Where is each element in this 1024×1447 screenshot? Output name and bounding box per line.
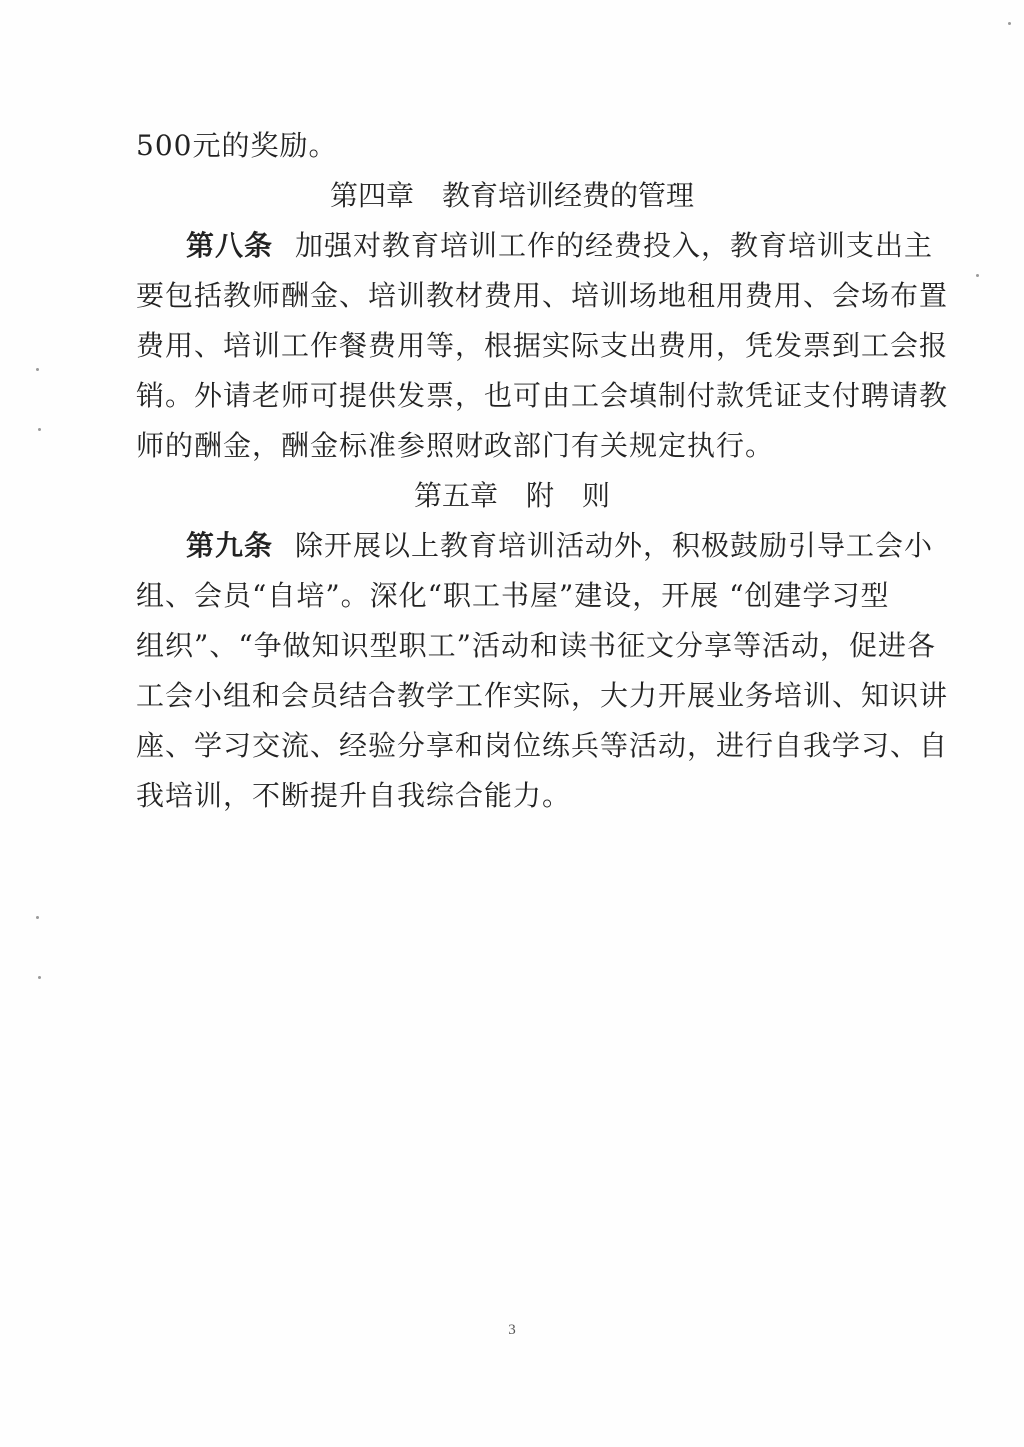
article-8-line-2: 要包括教师酬金、培训教材费用、培训场地租用费用、会场布置 — [136, 279, 949, 312]
article-8-line-4: 销。外请老师可提供发票，也可由工会填制付款凭证支付聘请教 — [136, 379, 949, 412]
scan-speck — [36, 916, 39, 919]
scan-speck — [38, 428, 41, 431]
article-9-line-4: 工会小组和会员结合教学工作实际，大力开展业务培训、知识讲 — [136, 679, 949, 712]
article-9-line-6: 我培训，不断提升自我综合能力。 — [136, 779, 572, 812]
article-9-line-1: 除开展以上教育培训活动外，积极鼓励引导工会小 — [295, 529, 934, 562]
article-8-line-3: 费用、培训工作餐费用等，根据实际支出费用，凭发票到工会报 — [136, 329, 949, 362]
scan-speck — [38, 976, 41, 979]
article-9-line-5: 座、学习交流、经验分享和岗位练兵等活动，进行自我学习、自 — [136, 729, 949, 762]
article-9-first-line — [136, 526, 934, 566]
chapter-4-heading: 第四章 教育培训经费的管理 — [329, 179, 694, 212]
article-8-label: 第八条 — [186, 229, 274, 262]
article-9-label: 第九条 — [186, 529, 274, 562]
article-8-first-line — [136, 226, 934, 266]
article-8-line-5: 师的酬金，酬金标准参照财政部门有关规定执行。 — [136, 429, 775, 462]
page-number: 3 — [508, 1322, 516, 1338]
scan-speck — [1008, 22, 1011, 25]
article-9-line-2: 组、会员“自培”。深化“职工书屋”建设，开展 “创建学习型 — [136, 579, 890, 612]
scan-speck — [976, 274, 979, 277]
scan-speck — [36, 368, 39, 371]
article-9-line-3: 组织”、“争做知识型职工”活动和读书征文分享等活动，促进各 — [136, 629, 936, 662]
chapter-5-heading: 第五章 附 则 — [413, 479, 610, 512]
continuation-text: 500元的奖励。 — [136, 129, 338, 162]
article-8-line-1: 加强对教育培训工作的经费投入，教育培训支出主 — [295, 229, 934, 262]
